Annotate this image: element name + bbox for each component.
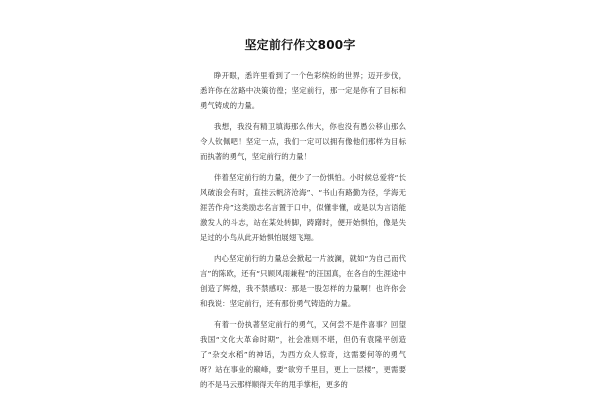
paragraph-3: 伴着坚定前行的力量，便少了一份惧怕。小时候总爱将“长风破浪会有时，直挂云帆济沧海”、“书山有路勤为径，学海无涯苦作舟”这类励志名言置于口中，似懂非懂，或是以为言语能激发人的斗志，站在某处转脚，踌躇时，便开始惧怕，像是失足过的小鸟从此开始惧怕展翅飞翔。 bbox=[200, 173, 406, 242]
paragraph-4: 内心坚定前行的力量总会掀起一片波澜，就如“为自己而代言”的陈欧，还有“只顾风雨兼程”的汪国真，在各自的生涯途中创造了辉煌，我不禁感叹：那是一股怎样的力量啊！也许你会和我说：坚定前行，还有那份勇气铸造的力量。 bbox=[200, 254, 406, 308]
paragraph-1: 睁开眼，悉许里看到了一个色彩缤纷的世界；迈开步伐，悉许你在岔路中决策彷徨；坚定前行，那一定是你有了目标和勇气铸成的力量。 bbox=[200, 71, 406, 110]
paragraph-5: 有着一份执著坚定前行的勇气，又何尝不是件喜事？回望我国“文化大革命时期”，社会准则不堪，但仍有袁隆平创造了“杂交水稻”的神话，为西方众人惊奇，这需要何等的勇气呀？站在事业的巅峰，要“欲穷千里目，更上一层楼”，更需要的不是马云那样顺得天年的甩手掌柜，更多的 bbox=[200, 320, 406, 389]
essay-title: 坚定前行作文800字 bbox=[244, 38, 356, 52]
paragraph-2: 我想，我没有精卫填海那么伟大，你也没有愚公移山那么令人钦佩吧！坚定一点，我们一定可以拥有像他们那样为目标而执著的勇气，坚定前行的力量！ bbox=[200, 122, 406, 161]
essay-body bbox=[200, 68, 406, 398]
